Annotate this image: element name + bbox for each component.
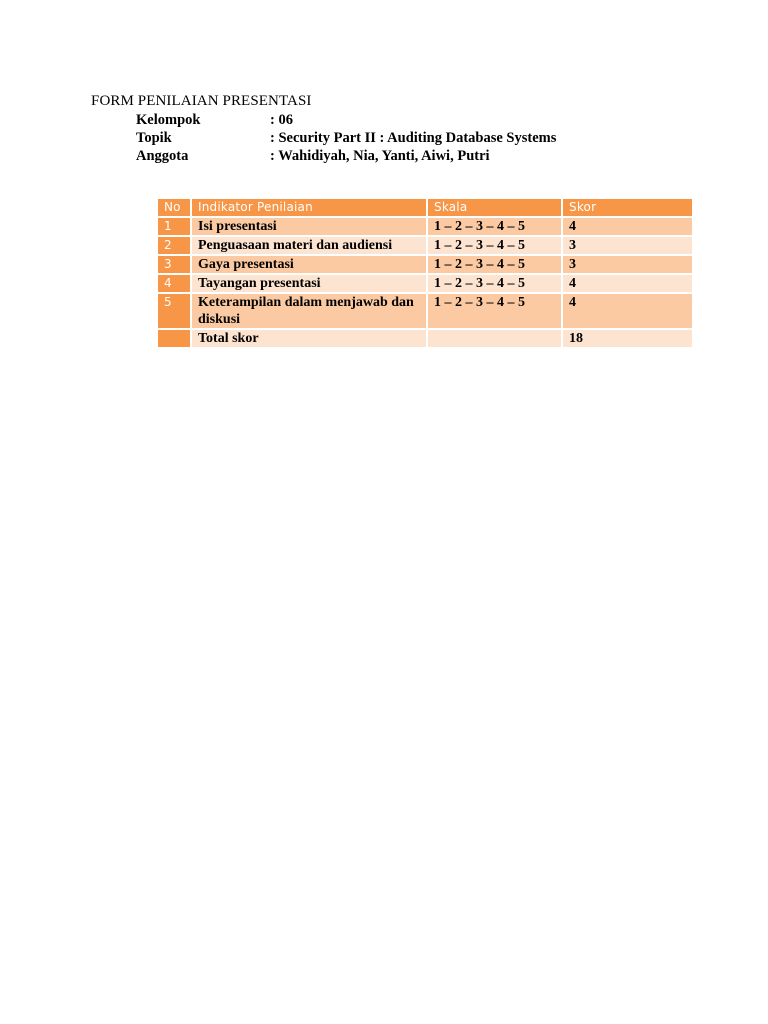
meta-row-kelompok — [136, 111, 556, 129]
table-row — [158, 218, 692, 237]
header-indikator: Indikator Penilaian — [192, 199, 428, 218]
row-skala: 1 – 2 – 3 – 4 – 5 — [428, 275, 563, 294]
total-label: Total skor — [192, 330, 428, 349]
header-skala: Skala — [428, 199, 563, 218]
meta-value: : 06 — [270, 112, 293, 128]
row-skala: 1 – 2 – 3 – 4 – 5 — [428, 294, 563, 330]
table-row — [158, 294, 692, 330]
form-title: FORM PENILAIAN PRESENTASI — [91, 93, 312, 109]
table-row — [158, 256, 692, 275]
row-no: 3 — [158, 256, 192, 275]
row-indikator: Tayangan presentasi — [192, 275, 428, 294]
row-skor: 4 — [563, 275, 692, 294]
row-skala: 1 – 2 – 3 – 4 – 5 — [428, 218, 563, 237]
row-skor: 3 — [563, 256, 692, 275]
row-indikator: Gaya presentasi — [192, 256, 428, 275]
total-no — [158, 330, 192, 349]
header-no: No — [158, 199, 192, 218]
meta-row-topik — [136, 129, 556, 147]
table-row-total — [158, 330, 692, 349]
table-row — [158, 275, 692, 294]
total-skor: 18 — [563, 330, 692, 349]
table-row — [158, 237, 692, 256]
meta-value: : Security Part II : Auditing Database Systems — [270, 130, 557, 146]
row-indikator: Isi presentasi — [192, 218, 428, 237]
row-skor: 4 — [563, 218, 692, 237]
meta-value: : Wahidiyah, Nia, Yanti, Aiwi, Putri — [270, 148, 490, 164]
meta-label: Topik — [136, 130, 172, 146]
meta-label: Kelompok — [136, 112, 201, 128]
score-table — [158, 199, 692, 349]
row-skala: 1 – 2 – 3 – 4 – 5 — [428, 237, 563, 256]
row-skala: 1 – 2 – 3 – 4 – 5 — [428, 256, 563, 275]
row-indikator: Penguasaan materi dan audiensi — [192, 237, 428, 256]
row-skor: 4 — [563, 294, 692, 330]
row-no: 4 — [158, 275, 192, 294]
form-meta — [136, 111, 556, 165]
meta-label: Anggota — [136, 148, 189, 164]
meta-row-anggota — [136, 147, 556, 165]
row-indikator: Keterampilan dalam menjawab dan diskusi — [192, 294, 428, 330]
total-skala — [428, 330, 563, 349]
row-skor: 3 — [563, 237, 692, 256]
table-header-row — [158, 199, 692, 218]
row-no: 2 — [158, 237, 192, 256]
header-skor: Skor — [563, 199, 692, 218]
row-no: 5 — [158, 294, 192, 330]
row-no: 1 — [158, 218, 192, 237]
